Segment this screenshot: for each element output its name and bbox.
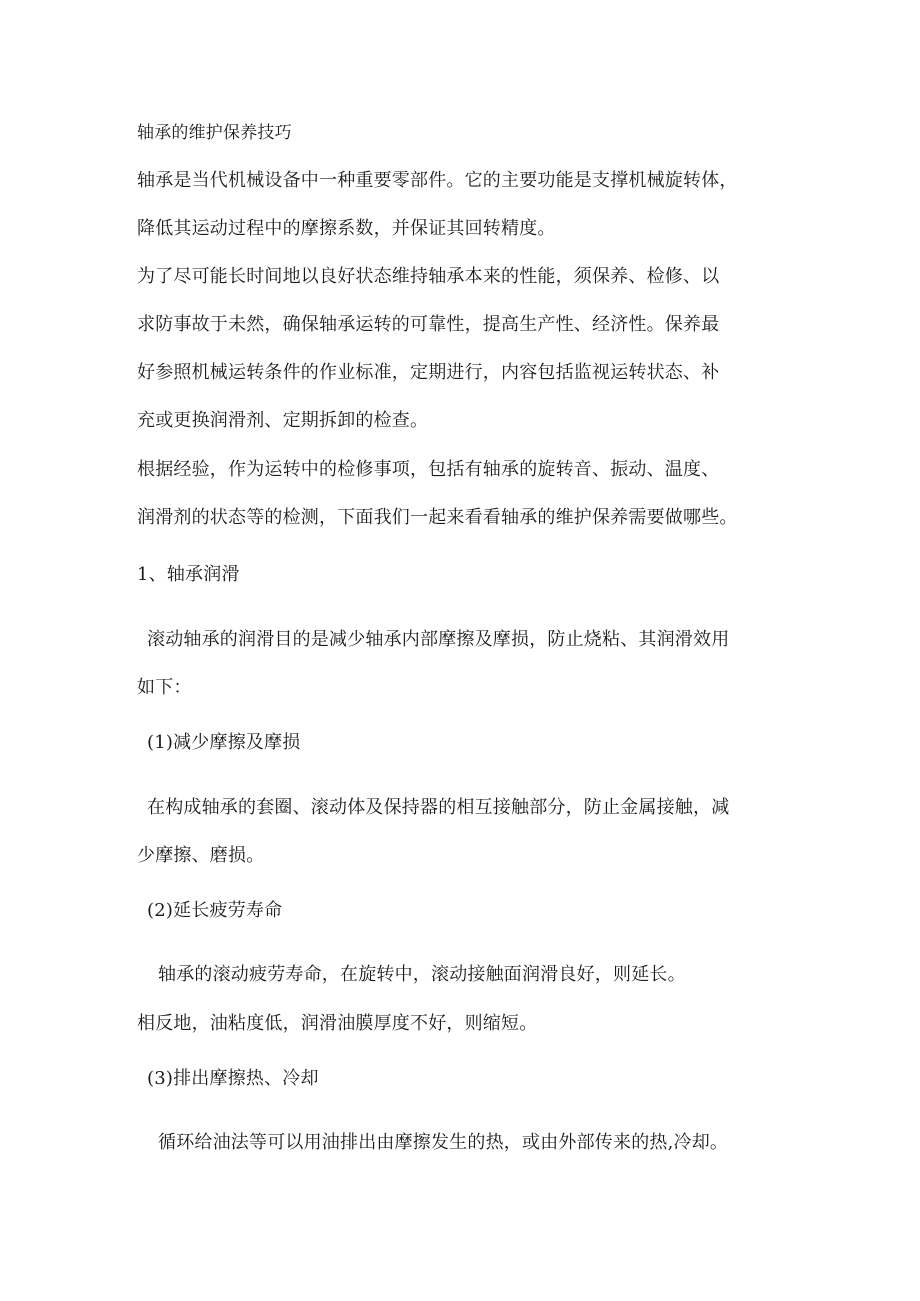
paragraph-line: 轴承的滚动疲劳寿命，在旋转中，滚动接触面润滑良好，则延长。 <box>158 964 686 985</box>
section-heading: 1、轴承润滑 <box>137 564 240 585</box>
paragraph-line: 如下： <box>137 677 192 698</box>
paragraph-line: 相反地，油粘度低，润滑油膜厚度不好，则缩短。 <box>137 1013 538 1034</box>
paragraph-line: 少摩擦、磨损。 <box>137 845 265 866</box>
paragraph-line: 润滑剂的状态等的检测，下面我们一起来看看轴承的维护保养需要做哪些。 <box>137 507 738 528</box>
paragraph-line: 在构成轴承的套圈、滚动体及保持器的相互接触部分，防止金属接触，减 <box>147 797 730 818</box>
subsection-heading: (3)排出摩擦热、冷却 <box>147 1068 319 1089</box>
document-title: 轴承的维护保养技巧 <box>137 123 292 143</box>
paragraph-line: 充或更换润滑剂、定期拆卸的检查。 <box>137 410 429 431</box>
subsection-heading: (1)减少摩擦及摩损 <box>147 732 301 753</box>
paragraph-line: 好参照机械运转条件的作业标准，定期进行，内容包括监视运转状态、补 <box>137 362 720 383</box>
paragraph-line: 根据经验，作为运转中的检修事项，包括有轴承的旋转音、振动、温度、 <box>137 459 720 480</box>
paragraph-line: 轴承是当代机械设备中一种重要零部件。它的主要功能是支撑机械旋转体， <box>137 170 738 191</box>
paragraph-line: 降低其运动过程中的摩擦系数，并保证其回转精度。 <box>137 218 556 239</box>
paragraph-line: 求防事故于未然，确保轴承运转的可靠性，提高生产性、经济性。保养最 <box>137 314 720 335</box>
paragraph-line: 滚动轴承的润滑目的是减少轴承内部摩擦及摩损，防止烧粘、其润滑效用 <box>147 629 730 650</box>
subsection-heading: (2)延长疲劳寿命 <box>147 900 283 921</box>
paragraph-line: 为了尽可能长时间地以良好状态维持轴承本来的性能，须保养、检修、以 <box>137 266 720 287</box>
paragraph-line: 循环给油法等可以用油排出由摩擦发生的热，或由外部传来的热,冷却。 <box>158 1132 729 1153</box>
